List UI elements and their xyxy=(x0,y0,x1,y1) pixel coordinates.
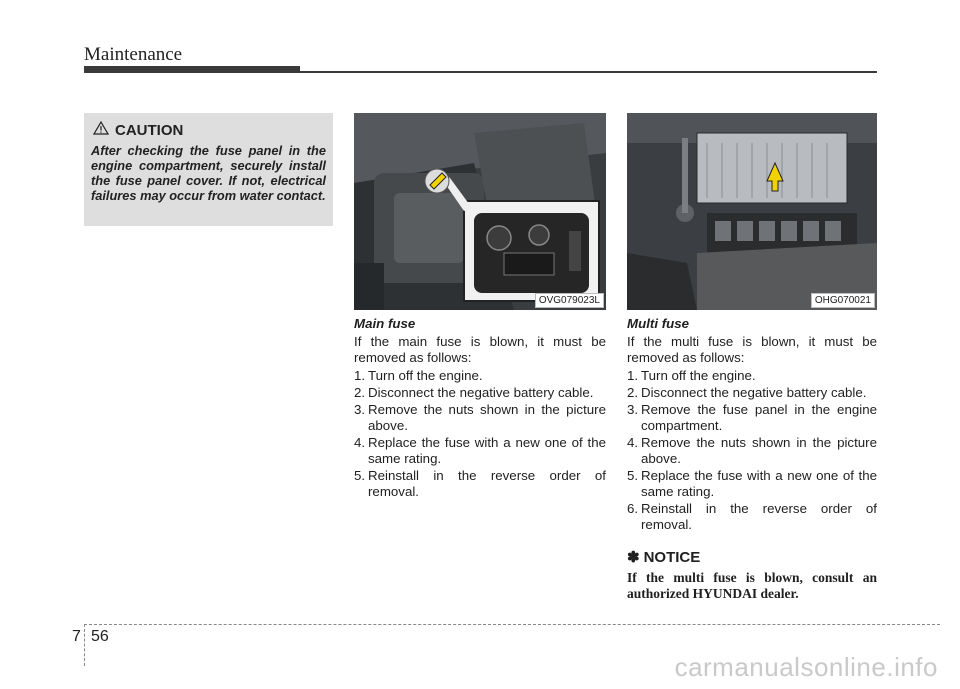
page-number: 56 xyxy=(91,628,109,645)
list-item xyxy=(627,368,877,384)
watermark-text: carmanualsonline.info xyxy=(674,652,938,682)
header-rule-thin xyxy=(84,71,877,73)
list-item xyxy=(627,385,877,401)
multi-fuse-steps xyxy=(627,368,877,533)
step-text: Turn off the engine. xyxy=(368,368,483,383)
step-number: 1. xyxy=(354,368,366,383)
step-number: 2. xyxy=(627,385,639,400)
step-number: 2. xyxy=(354,385,366,400)
multi-fuse-photo-code: OHG070021 xyxy=(811,293,875,308)
list-item xyxy=(354,402,606,434)
step-number: 3. xyxy=(627,402,639,417)
main-fuse-intro: If the main fuse is blown, it must be removed as follows: xyxy=(354,334,606,365)
main-fuse-photo xyxy=(354,113,606,310)
main-fuse-photo-code: OVG079023L xyxy=(535,293,604,308)
step-text: Turn off the engine. xyxy=(641,368,756,383)
caution-header xyxy=(93,121,326,140)
main-fuse-title: Main fuse xyxy=(354,316,416,331)
list-item xyxy=(354,435,606,467)
step-number: 3. xyxy=(354,402,366,417)
list-item xyxy=(627,468,877,500)
main-fuse-section xyxy=(354,316,606,501)
step-text: Remove the nuts shown in the picture above. xyxy=(641,435,877,466)
caution-title: CAUTION xyxy=(115,122,184,139)
caution-box xyxy=(84,113,333,226)
list-item xyxy=(627,435,877,467)
notice-header xyxy=(627,550,877,566)
step-text: Replace the fuse with a new one of the same rating. xyxy=(368,435,606,466)
step-text: Reinstall in the reverse order of removal. xyxy=(641,501,877,532)
step-text: Disconnect the negative battery cable. xyxy=(641,385,867,400)
multi-fuse-intro: If the multi fuse is blown, it must be removed as follows: xyxy=(627,334,877,365)
notice-title: NOTICE xyxy=(643,549,701,566)
multi-fuse-photo xyxy=(627,113,877,310)
notice-asterisk-icon: ✽ xyxy=(627,549,640,566)
step-number: 4. xyxy=(627,435,639,450)
step-number: 6. xyxy=(627,501,639,516)
engine-bay-illustration xyxy=(354,113,606,310)
multi-fuse-title: Multi fuse xyxy=(627,316,690,331)
step-text: Disconnect the negative battery cable. xyxy=(368,385,594,400)
warning-triangle-icon xyxy=(93,121,109,140)
step-text: Remove the fuse panel in the engine compartment. xyxy=(641,402,877,433)
list-item xyxy=(354,468,606,500)
chapter-number: 7 xyxy=(72,628,81,645)
notice-text: If the multi fuse is blown, consult an authorized HYUNDAI dealer. xyxy=(627,570,877,601)
footer-dotted-rule xyxy=(84,624,940,625)
list-item xyxy=(354,385,606,401)
footer-dotted-divider xyxy=(84,624,85,666)
caution-text: After checking the fuse panel in the engine compartment, securely install the fuse panel cover. If not, electrical failures may occur from water contact. xyxy=(91,143,326,203)
main-fuse-steps xyxy=(354,368,606,500)
step-text: Remove the nuts shown in the picture above. xyxy=(368,402,606,433)
step-number: 5. xyxy=(354,468,366,483)
step-number: 1. xyxy=(627,368,639,383)
step-text: Replace the fuse with a new one of the same rating. xyxy=(641,468,877,499)
list-item xyxy=(627,402,877,434)
list-item xyxy=(354,368,606,384)
fuse-panel-illustration xyxy=(627,113,877,310)
list-item xyxy=(627,501,877,533)
step-number: 4. xyxy=(354,435,366,450)
multi-fuse-section xyxy=(627,316,877,602)
step-text: Reinstall in the reverse order of removal. xyxy=(368,468,606,499)
page-header-title: Maintenance xyxy=(84,44,183,65)
step-number: 5. xyxy=(627,468,639,483)
